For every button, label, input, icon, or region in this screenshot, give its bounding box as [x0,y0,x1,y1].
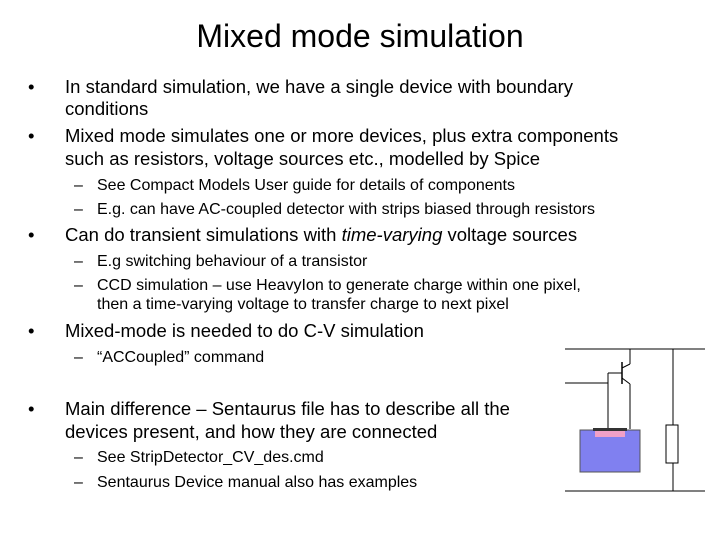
resistor-icon [666,425,678,463]
transistor-icon [622,362,630,384]
bullet-text-line: Mixed-mode is needed to do C-V simulation [65,320,424,341]
subbullet-text: CCD simulation – use HeavyIon to generate charge within one pixel, [97,277,581,294]
bullet-text-emphasis: time-varying [341,224,443,245]
subbullet-text: then a time-varying voltage to transfer charge to next pixel [97,296,509,313]
subbullet-text: See StripDetector_CV_des.cmd [97,449,324,466]
subbullet-text: E.g. can have AC-coupled detector with strips biased through resistors [97,201,596,218]
bullet-text-post: voltage sources [442,224,578,245]
bullet-text-line: Mixed mode simulates one or more devices, plus extra components [65,125,619,146]
bullet-text-line: conditions [65,98,149,119]
subbullet-text: E.g switching behaviour of a transistor [97,253,368,270]
bullet-icon: • [28,320,35,341]
dash-icon: – [74,449,83,466]
bullet-text-pre: Can do transient simulations with [65,224,342,245]
bullet-text-line: In standard simulation, we have a single device with boundary [65,76,574,97]
dash-icon: – [74,474,83,491]
bullet-icon: • [28,224,35,245]
bullet-text-line: such as resistors, voltage sources etc., modelled by Spice [65,148,541,169]
subbullet-text: See Compact Models User guide for details of components [97,177,515,194]
dash-icon: – [74,349,83,366]
dash-icon: – [74,253,83,270]
dash-icon: – [74,201,83,218]
bullet-text-line: Main difference – Sentaurus file has to describe all the [65,398,510,419]
circuit-diagram [555,340,715,495]
bullet-icon: • [28,125,35,146]
slide-title: Mixed mode simulation [196,18,524,54]
dash-icon: – [74,277,83,294]
bullet-text-line [65,224,577,246]
subbullet-text: Sentaurus Device manual also has examples [97,474,418,491]
bullet-icon: • [28,76,35,97]
subbullet-text: “ACCoupled” command [97,349,265,366]
dash-icon: – [74,177,83,194]
detector-device-icon [580,428,640,472]
bullet-text-line: devices present, and how they are connected [65,421,438,442]
bullet-icon: • [28,398,35,419]
